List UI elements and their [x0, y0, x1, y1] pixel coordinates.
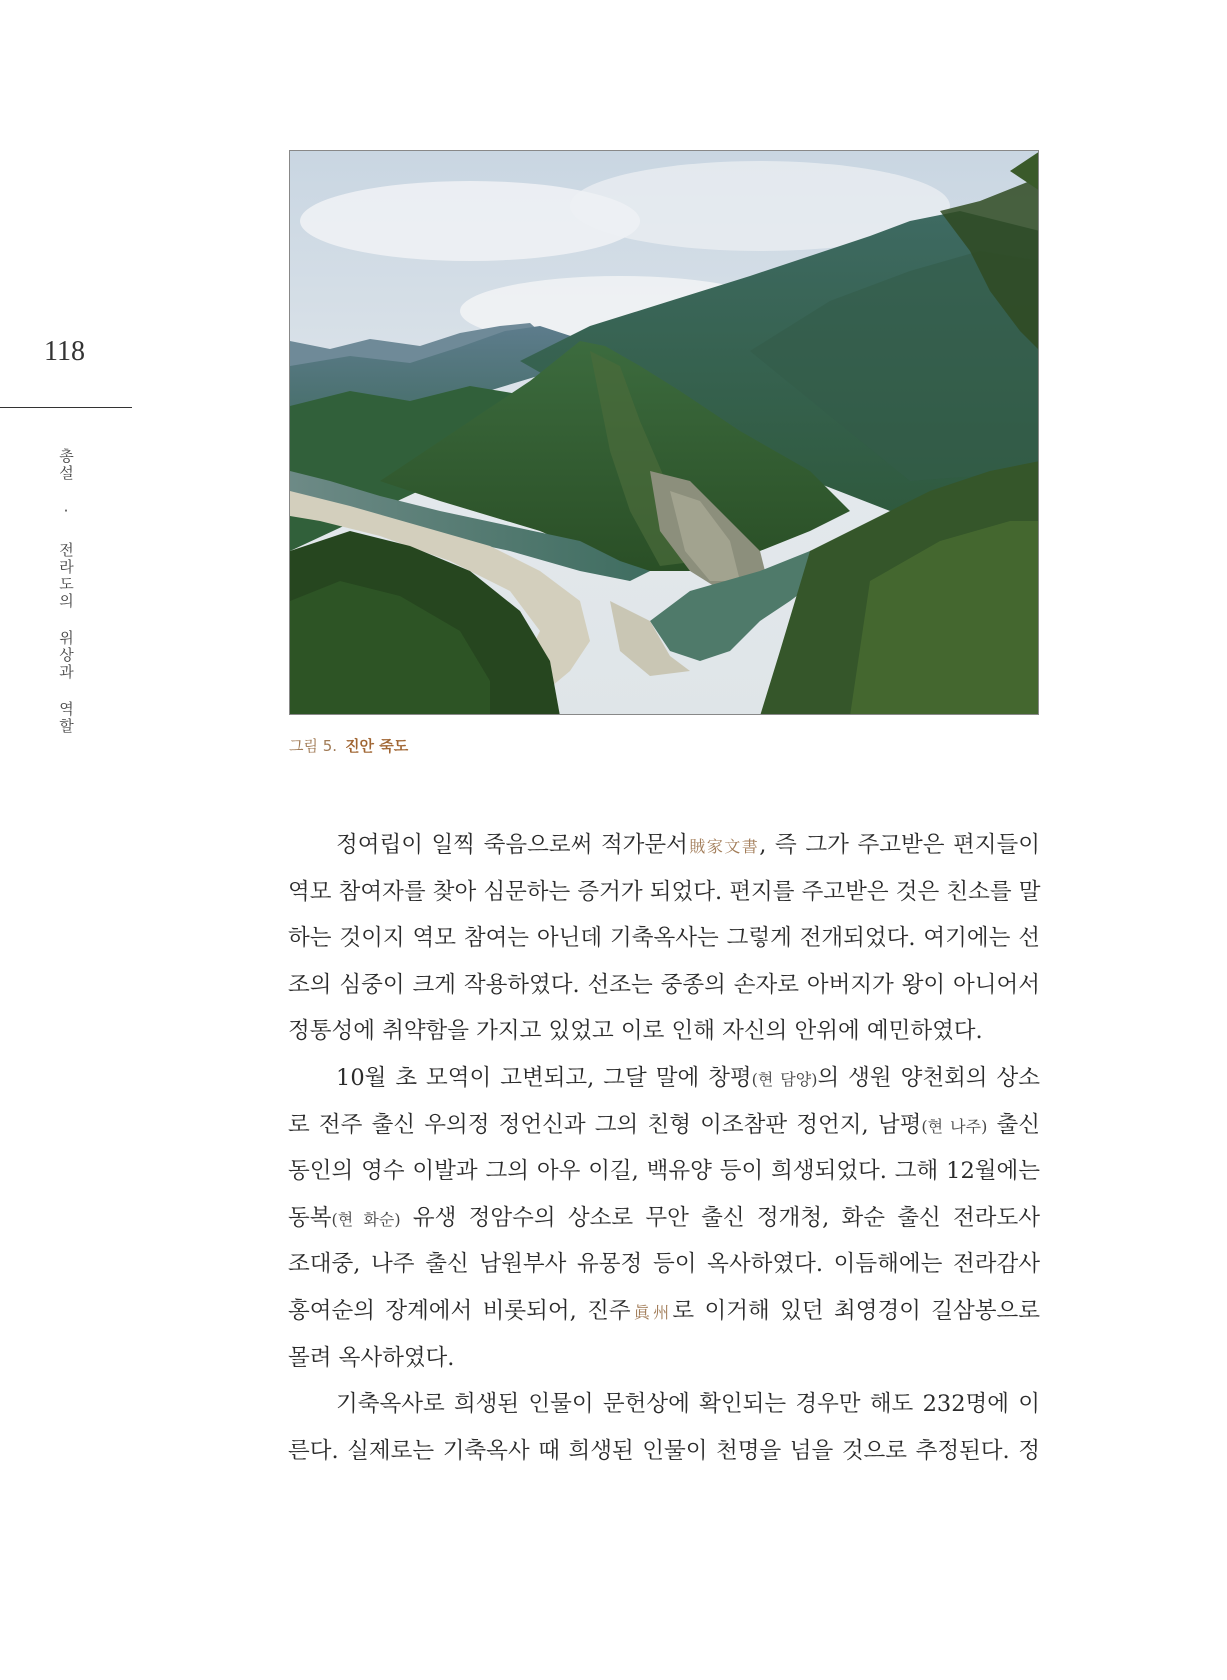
paragraph-line: 기축옥사로 희생된 인물이 문헌상에 확인되는 경우만 해도 232명에 이 — [336, 1391, 1040, 1418]
paragraph-line: 정통성에 취약함을 가지고 있었고 이로 인해 자신의 안위에 예민하였다. — [288, 1018, 983, 1045]
caption-label: 그림 5. — [289, 737, 338, 755]
paragraph-line: 동복(현 화순) 유생 정암수의 상소로 무안 출신 정개청, 화순 출신 전라도사 — [288, 1204, 1040, 1231]
chapter-title: 총설 · 전라도의 위상과 역할 — [57, 448, 75, 735]
paragraph-line: 역모 참여자를 찾아 심문하는 증거가 되었다. 편지를 주고받은 것은 친소를 말 — [288, 878, 1041, 905]
side-divider — [0, 407, 132, 408]
paragraph-line: 동인의 영수 이발과 그의 아우 이길, 백유양 등이 희생되었다. 그해 12월에는 — [288, 1158, 1040, 1185]
paragraph-line: 른다. 실제로는 기축옥사 때 희생된 인물이 천명을 넘을 것으로 추정된다. 정 — [288, 1437, 1040, 1464]
paragraph-line: 홍여순의 장계에서 비롯되어, 진주眞州로 이거해 있던 최영경이 길삼봉으로 — [288, 1297, 1040, 1324]
figure-caption — [289, 735, 408, 756]
paragraph-line: 정여립이 일찍 죽음으로써 적가문서賊家文書, 즉 그가 주고받은 편지들이 — [336, 832, 1040, 858]
paragraph-line: 조대중, 나주 출신 남원부사 유몽정 등이 옥사하였다. 이듬해에는 전라감사 — [288, 1251, 1040, 1278]
paragraph-line: 몰려 옥사하였다. — [288, 1344, 455, 1371]
paragraph-line: 로 전주 출신 우의정 정언신과 그의 친형 이조참판 정언지, 남평(현 나주) 출신 — [288, 1111, 1040, 1138]
body-text — [288, 822, 1040, 1474]
paragraph-line: 10월 초 모역이 고변되고, 그달 말에 창평(현 담양)의 생원 양천회의 상소 — [336, 1064, 1040, 1091]
figure-photo — [289, 150, 1039, 715]
paragraph-line: 하는 것이지 역모 참여는 아닌데 기축옥사는 그렇게 전개되었다. 여기에는 선 — [288, 925, 1040, 952]
paragraph-line: 조의 심중이 크게 작용하였다. 선조는 중종의 손자로 아버지가 왕이 아니어서 — [288, 971, 1040, 998]
page-number: 118 — [44, 336, 85, 367]
caption-title: 진안 죽도 — [345, 737, 409, 755]
